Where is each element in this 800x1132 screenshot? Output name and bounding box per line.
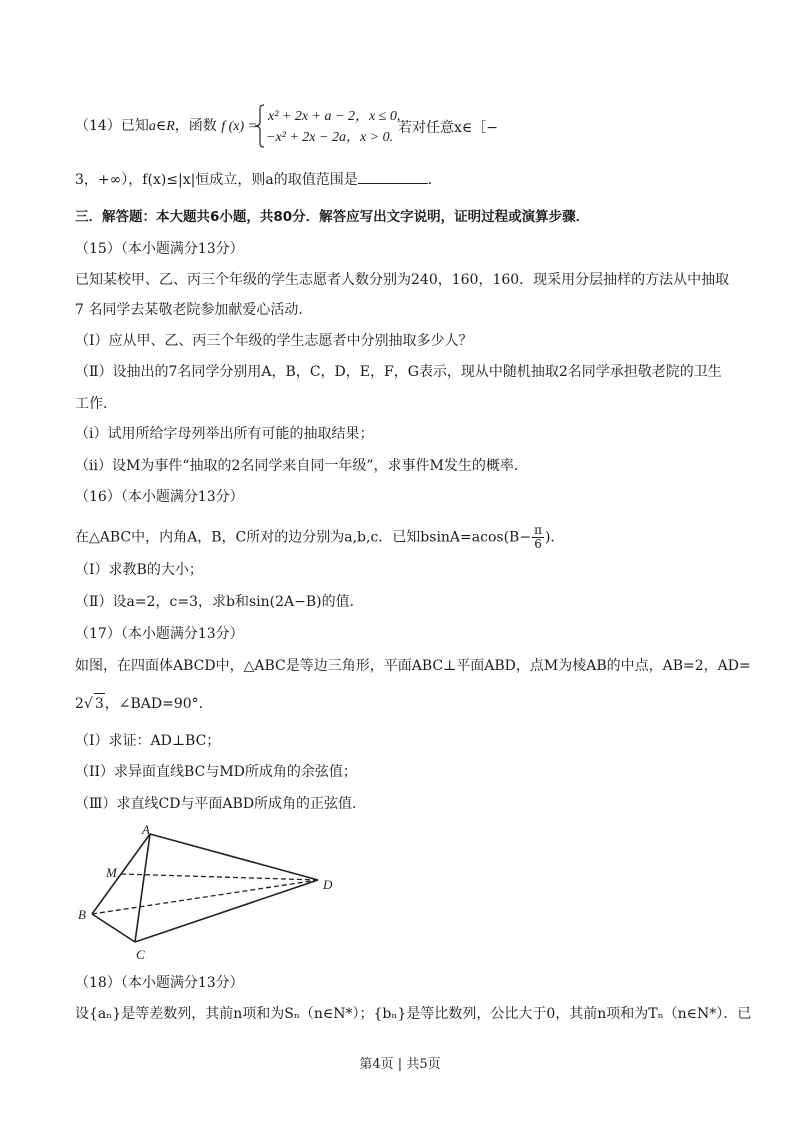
q14-a-in-r: a∈R xyxy=(148,119,175,134)
q16-p1-b: )． xyxy=(544,529,565,546)
q14-line1 xyxy=(75,116,257,137)
q15-ii-i: （i）试用所给字母列举出所有可能的抽取结果； xyxy=(75,426,374,442)
page-footer: 第4页 | 共5页 xyxy=(359,1057,441,1072)
q15-p2: 7 名同学去某敬老院参加献爱心活动． xyxy=(75,302,313,318)
section3-heading: 三．解答题：本大题共6小题，共80分．解答应写出文字说明，证明过程或演算步骤． xyxy=(75,209,590,225)
label-m: M xyxy=(106,865,117,880)
q14-tail: 若对任意x∈［− xyxy=(398,120,498,136)
sqrt-coefficient: 2 xyxy=(75,696,84,712)
brace-icon xyxy=(254,104,266,148)
q15-header: （15）（本小题满分13分） xyxy=(75,241,244,257)
label-a: A xyxy=(142,822,150,837)
sqrt-sign: √ xyxy=(83,696,93,712)
q16-p1 xyxy=(75,524,564,551)
pi-over-six-fraction xyxy=(532,524,544,551)
answer-blank xyxy=(358,169,428,184)
edge-ac xyxy=(135,834,150,942)
q16-p1-a: 在△ABC中，内角A，B，C所对的边分别为a,b,c．已知bsinA=acos(B− xyxy=(75,529,532,546)
q17-p2-rest: ，∠BAD=90°． xyxy=(104,696,213,712)
fraction-denominator: 6 xyxy=(534,537,542,551)
q16-ii: （Ⅱ）设a=2，c=3，求b和sin(2A−B)的值． xyxy=(75,594,364,610)
q14-piecewise-brace xyxy=(254,104,266,148)
q14-line2 xyxy=(75,169,442,190)
edge-bd-dashed xyxy=(92,880,318,914)
edge-bc xyxy=(92,914,135,942)
edge-md-dashed xyxy=(121,874,318,880)
q15-ii-ii: （ii）设M为事件“抽取的2名同学来自同一年级”，求事件M发生的概率． xyxy=(75,458,528,474)
label-d: D xyxy=(323,877,333,892)
edge-cd xyxy=(135,880,318,942)
tetrahedron-figure xyxy=(70,822,340,962)
q15-p1: 已知某校甲、乙、丙三个年级的学生志愿者人数分别为240，160，160．现采用分层抽样的方法从中抽取 xyxy=(75,272,730,288)
q14-line2-text: 3，+∞），f(x)≤|x|恒成立，则a的取值范围是 xyxy=(75,172,358,188)
q17-i: （I）求证：AD⊥BC； xyxy=(75,733,221,749)
edge-ad xyxy=(150,834,318,880)
q14-case1: x² + 2x + a − 2，x ≤ 0, xyxy=(268,109,401,124)
q18-p1: 设{aₙ}是等差数列，其前n项和为Sₙ（n∈N*）；{bₙ}是等比数列，公比大于0，其前n项和为Tₙ（n∈N*）．已 xyxy=(75,1006,752,1022)
q17-iii: （Ⅲ）求直线CD与平面ABD所成角的正弦值． xyxy=(75,796,367,812)
q14-prefix: （14）已知 xyxy=(75,118,149,134)
q14-case2: −x² + 2x − 2a，x > 0. xyxy=(266,130,394,145)
q15-i: （I）应从甲、乙、丙三个年级的学生志愿者中分别抽取多少人？ xyxy=(75,333,473,349)
label-c: C xyxy=(136,947,145,962)
fraction-numerator: π xyxy=(534,523,542,537)
q17-ii: （II）求异面直线BC与MD所成角的余弦值； xyxy=(75,764,357,780)
q17-header: （17）（本小题满分13分） xyxy=(75,626,244,642)
q17-p2 xyxy=(75,693,213,714)
label-b: B xyxy=(78,907,86,922)
q17-p1: 如图，在四面体ABCD中，△ABC是等边三角形，平面ABC⊥平面ABD，点M为棱AB的中点，AB=2，AD= xyxy=(75,658,751,674)
q16-i: （I）求教B的大小； xyxy=(75,562,203,578)
q14-func-lead: ，函数 xyxy=(174,118,217,134)
q14-line2-end: ． xyxy=(427,172,442,188)
q15-ii-1: （Ⅱ）设抽出的7名同学分别用A，B，C，D，E，F，G表示，现从中随机抽取2名同学承担敬老院的卫生 xyxy=(75,364,722,380)
sqrt-radicand: 3 xyxy=(94,693,105,714)
q18-header: （18）（本小题满分13分） xyxy=(75,975,244,991)
q16-header: （16）（本小题满分13分） xyxy=(75,489,244,505)
q15-ii-2: 工作． xyxy=(75,396,117,412)
q14-f-of-x: f (x) = xyxy=(221,119,258,134)
